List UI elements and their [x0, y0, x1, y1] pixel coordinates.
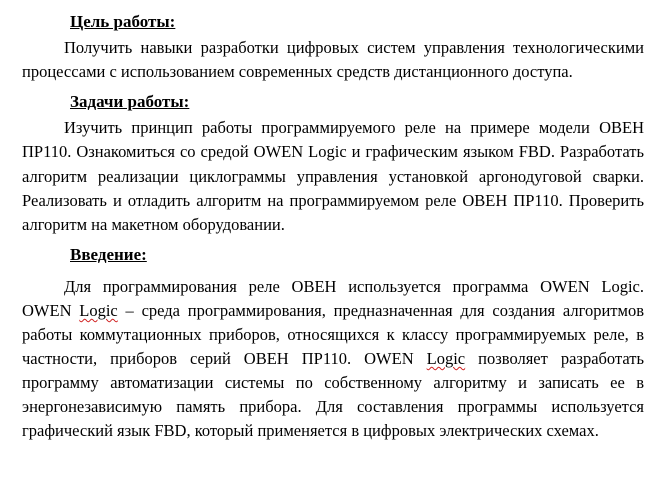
text-run: позволяет разработать программу автоматизации системы по собственному алгоритму и записать ее в энергонезависимую память прибора. Для составления программы используется графический язык FBD, который применяется в цифровых электрических схемах.	[22, 349, 644, 441]
misspelled-word: Logic	[426, 349, 466, 369]
heading-tasks-text: Задачи работы:	[70, 92, 190, 112]
text-run: Для программирования реле ОВЕН используется программа OWEN Logic. OWEN	[22, 276, 644, 320]
heading-intro-text: Введение:	[70, 244, 147, 264]
heading-goal-text: Цель работы:	[70, 12, 176, 31]
heading-tasks	[22, 90, 644, 114]
paragraph-tasks: Изучить принцип работы программируемого реле на примере модели ОВЕН ПР110. Ознакомиться со средой OWEN Logic и графическим языком FBD. Разработать алгоритм реализации циклограммы управления установкой аргонодуговой сварки. Реализовать и отладить алгоритм на программируемом реле ОВЕН ПР110. Проверить алгоритм на макетном оборудовании.	[22, 118, 644, 234]
text-run: – среда программирования, предназначенная для создания алгоритмов работы коммутационных приборов, относящихся к классу программируемых реле, в частности, приборов серий ОВЕН ПР110. OWEN	[22, 301, 644, 369]
heading-intro	[22, 243, 644, 267]
heading-goal	[22, 10, 644, 34]
paragraph-goal: Получить навыки разработки цифровых систем управления технологическими процессами с использованием современных средств дистанционного доступа.	[22, 38, 644, 82]
paragraph-intro	[22, 275, 644, 444]
misspelled-word: Logic	[79, 301, 118, 320]
